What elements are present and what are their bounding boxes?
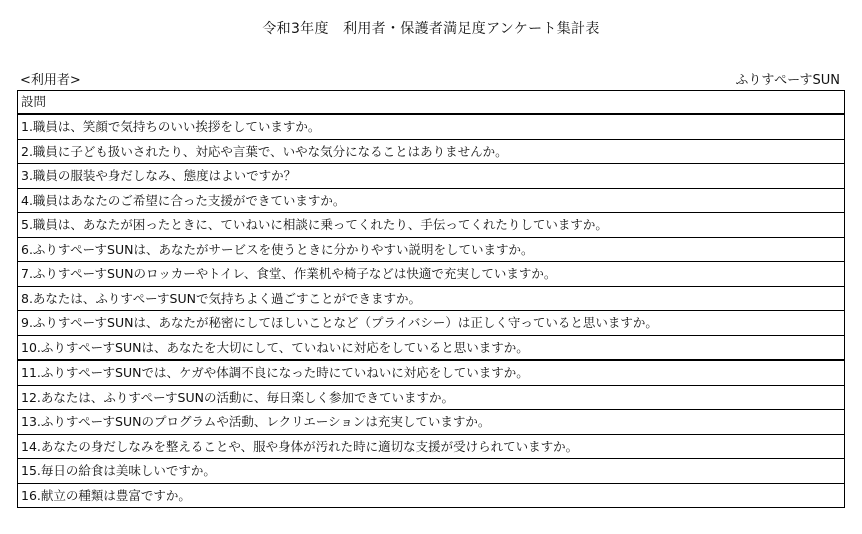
section-label: <利用者> [20,73,81,88]
question-cell: 3.職員の服装や身だしなみ、態度はよいですか？ [18,164,845,189]
question-cell: 11.ふりすぺーすSUNでは、ケガや体調不良になった時にていねいに対応をしていますか。 [18,360,845,385]
document-title: 令和3年度 利用者・保護者満足度アンケート集計表 [262,21,600,37]
question-cell: 6.ふりすぺーすSUNは、あなたがサービスを使うときに分かりやすい説明をしていますか。 [18,237,845,262]
table-row [18,459,845,484]
table-header-cell: 設問 [18,91,845,115]
table-row [18,360,845,385]
table-row [18,114,845,139]
question-cell: 14.あなたの身だしなみを整えることや、服や身体が汚れた時に適切な支援が受けられていますか。 [18,434,845,459]
question-cell: 10.ふりすぺーすSUNは、あなたを大切にして、ていねいに対応をしていると思いますか。 [18,335,845,360]
table-row [18,213,845,238]
table-row [18,335,845,360]
question-cell: 7.ふりすぺーすSUNのロッカーやトイレ、食堂、作業机や椅子などは快適で充実していますか。 [18,262,845,287]
table-row [18,385,845,410]
question-cell: 16.献立の種類は豊富ですか。 [18,483,845,508]
survey-table [17,90,845,508]
table-row [18,434,845,459]
question-cell: 1.職員は、笑顔で気持ちのいい挨拶をしていますか。 [18,114,845,139]
question-cell: 13.ふりすぺーすSUNのプログラムや活動、レクリエーションは充実していますか。 [18,410,845,435]
question-cell: 4.職員はあなたのご希望に合った支援ができていますか。 [18,188,845,213]
table-row [18,483,845,508]
question-cell: 8.あなたは、ふりすぺーすSUNで気持ちよく過ごすことができますか。 [18,286,845,311]
question-cell: 5.職員は、あなたが困ったときに、ていねいに相談に乗ってくれたり、手伝ってくれたりしていますか。 [18,213,845,238]
table-row [18,139,845,164]
question-cell: 9.ふりすぺーすSUNは、あなたが秘密にしてほしいことなど（プライバシー）は正しく守っていると思いますか。 [18,311,845,336]
table-row [18,262,845,287]
table-header-row [18,91,845,115]
table-row [18,410,845,435]
question-cell: 2.職員に子ども扱いされたり、対応や言葉で、いやな気分になることはありませんか。 [18,139,845,164]
question-cell: 12.あなたは、ふりすぺーすSUNの活動に、毎日楽しく参加できていますか。 [18,385,845,410]
table-row [18,286,845,311]
table-row [18,188,845,213]
table-row [18,237,845,262]
table-row [18,164,845,189]
facility-name: ふりすぺーすSUN [735,73,840,88]
question-cell: 15.毎日の給食は美味しいですか。 [18,459,845,484]
table-row [18,311,845,336]
